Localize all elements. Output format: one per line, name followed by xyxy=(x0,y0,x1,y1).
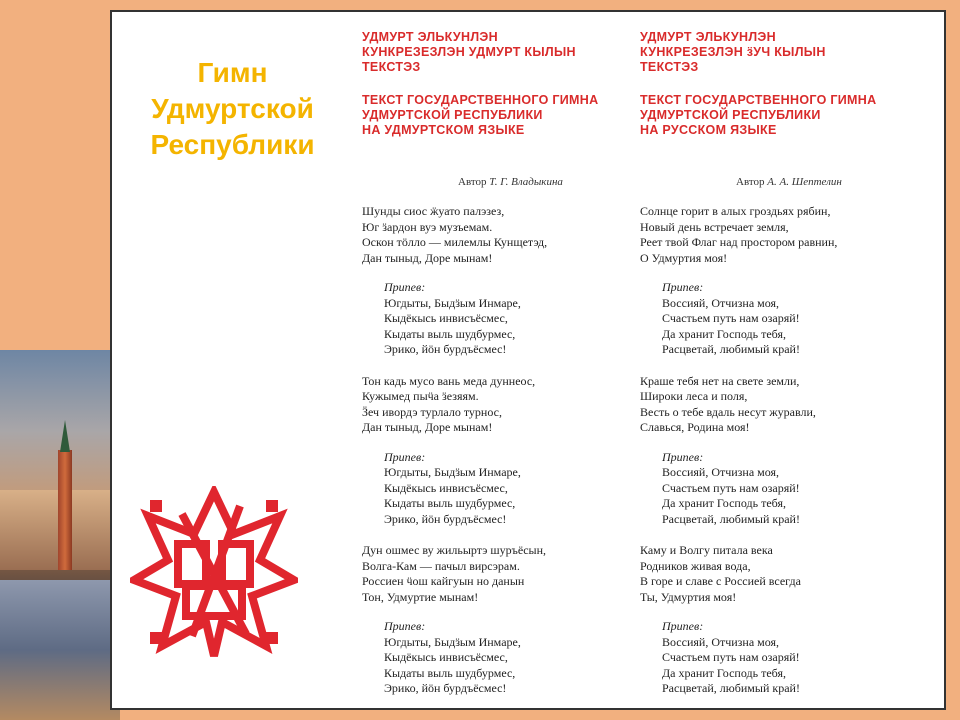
author-name: Т. Г. Владыкина xyxy=(489,176,563,188)
heading-russian xyxy=(640,93,910,138)
verse-line: Ӟеч ивордэ турлало турнос, xyxy=(362,404,502,419)
author-credit xyxy=(736,176,910,188)
verse-line: Югдыты, Быдӟым Инмаре, xyxy=(384,465,521,479)
verse-line: Реет твой Флаг над простором равнин, xyxy=(640,235,838,249)
udmurt-emblem-icon xyxy=(130,486,298,660)
verse-line: Весть о тебе вдаль несут журавли, xyxy=(640,404,816,419)
verse-line: Расцветай, любимый край! xyxy=(662,342,800,356)
verse-line: Да хранит Господь тебя, xyxy=(662,496,786,510)
verse-line: Юг ӟардон вуэ музъемам. xyxy=(362,219,493,234)
verse-line: Дан тыныд, Доре мынам! xyxy=(362,250,493,265)
author-name: А. А. Шептелин xyxy=(767,176,842,188)
verse-line: Ты, Удмуртия моя! xyxy=(640,589,737,604)
verse-line: Воссияй, Отчизна моя, xyxy=(662,295,780,310)
verse-line: Солнце горит в алых гроздьях рябин, xyxy=(640,204,831,218)
chorus-label: Припев: xyxy=(662,619,704,633)
verse-line: Кыдёкысь инвисъёсмес, xyxy=(384,650,508,664)
verse-line: Счастьем путь нам озаряй! xyxy=(662,311,800,325)
verse-line: Эрико, йӧн бурдъёсмес! xyxy=(384,681,507,695)
chorus-1 xyxy=(662,280,910,358)
verse-line: Да хранит Господь тебя, xyxy=(662,665,786,680)
verse-line: Югдыты, Быдӟым Инмаре, xyxy=(384,634,521,649)
verse-line: Широки леса и поля, xyxy=(640,389,748,403)
stanza-1 xyxy=(362,204,632,266)
verse-line: Россиен ӵош кайгуын но данын xyxy=(362,574,525,588)
chorus-2 xyxy=(662,450,910,528)
verse-line: Кыдаты выль шудбурмес, xyxy=(384,326,516,341)
chorus-3 xyxy=(384,619,632,697)
verse-line: Эрико, йӧн бурдъёсмес! xyxy=(384,342,507,356)
author-credit xyxy=(458,176,632,188)
chorus-2 xyxy=(384,450,632,528)
verse-line: Краше тебя нет на свете земли, xyxy=(640,373,800,388)
heading-line: ТЕКСТЭЗ xyxy=(640,60,699,74)
verse-line: Родников живая вода, xyxy=(640,558,751,573)
verse-line: Воссияй, Отчизна моя, xyxy=(662,465,780,479)
verse-line: Эрико, йӧн бурдъёсмес! xyxy=(384,511,507,526)
title-line: Республики xyxy=(150,129,315,160)
title-line: Удмуртской xyxy=(151,93,314,124)
heading-line: УДМУРТ ЭЛЬКУНЛЭН xyxy=(640,30,776,44)
heading-line: НА УДМУРТСКОМ ЯЗЫКЕ xyxy=(362,123,525,137)
heading-udmurt xyxy=(362,30,632,75)
heading-line: ТЕКСТЭЗ xyxy=(362,60,421,74)
russian-text-column xyxy=(640,30,910,697)
chorus-label: Припев: xyxy=(384,619,426,633)
author-prefix: Автор xyxy=(458,176,487,188)
heading-line: КУНКРЕЗЕЗЛЭН УДМУРТ КЫЛЫН xyxy=(362,45,576,59)
heading-line: УДМУРТ ЭЛЬКУНЛЭН xyxy=(362,30,498,44)
slide-title xyxy=(120,55,345,163)
heading-line: ТЕКСТ ГОСУДАРСТВЕННОГО ГИМНА xyxy=(362,93,599,107)
chorus-label: Припев: xyxy=(384,280,426,294)
background-photo xyxy=(0,350,120,720)
background-river xyxy=(0,580,120,720)
heading-udmurt xyxy=(640,30,910,75)
chorus-label: Припев: xyxy=(662,449,704,464)
stanza-1 xyxy=(640,204,910,266)
verse-line: Кыдёкысь инвисъёсмес, xyxy=(384,480,508,495)
verse-line: Счастьем путь нам озаряй! xyxy=(662,480,800,495)
verse-line: Тон кадь мусо вань меда дуннеос, xyxy=(362,373,536,388)
verse-line: Расцветай, любимый край! xyxy=(662,681,800,695)
verse-line: Кужымед пыӵа ӟезяям. xyxy=(362,389,479,403)
verse-line: Шунды сиос ӝуато палэзез, xyxy=(362,204,505,218)
verse-line: В горе и славе с Россией всегда xyxy=(640,574,801,588)
verse-line: Кыдаты выль шудбурмес, xyxy=(384,496,516,510)
chorus-label: Припев: xyxy=(384,449,426,464)
verse-line: Кыдаты выль шудбурмес, xyxy=(384,665,516,680)
verse-line: О Удмуртия моя! xyxy=(640,250,728,265)
stanza-2 xyxy=(640,374,910,436)
author-prefix: Автор xyxy=(736,176,765,188)
heading-line: ТЕКСТ ГОСУДАРСТВЕННОГО ГИМНА xyxy=(640,93,877,107)
verse-line: Новый день встречает земля, xyxy=(640,219,789,234)
heading-line: НА РУССКОМ ЯЗЫКЕ xyxy=(640,123,777,137)
verse-line: Воссияй, Отчизна моя, xyxy=(662,634,780,649)
background-spire xyxy=(60,420,70,452)
verse-line: Славься, Родина моя! xyxy=(640,420,750,434)
verse-line: Кыдёкысь инвисъёсмес, xyxy=(384,311,508,325)
verse-line: Дан тыныд, Доре мынам! xyxy=(362,420,493,434)
chorus-1 xyxy=(384,280,632,358)
heading-russian xyxy=(362,93,632,138)
stanza-2 xyxy=(362,374,632,436)
verse-line: Да хранит Господь тебя, xyxy=(662,326,786,341)
chorus-label: Припев: xyxy=(662,280,704,294)
verse-line: Счастьем путь нам озаряй! xyxy=(662,650,800,664)
verse-line: Оскон тӧлло — милемлы Кунщетэд, xyxy=(362,235,548,249)
stanza-3 xyxy=(362,543,632,605)
title-line: Гимн xyxy=(197,57,268,88)
heading-line: УДМУРТСКОЙ РЕСПУБЛИКИ xyxy=(362,108,543,122)
verse-line: Дун ошмес ву жильыртэ шуръёсын, xyxy=(362,543,547,557)
background-tower xyxy=(58,450,72,570)
udmurt-text-column xyxy=(362,30,632,697)
verse-line: Каму и Волгу питала века xyxy=(640,543,773,557)
verse-line: Тон, Удмуртие мынам! xyxy=(362,589,479,604)
stanza-3 xyxy=(640,543,910,605)
chorus-3 xyxy=(662,619,910,697)
verse-line: Расцветай, любимый край! xyxy=(662,511,800,526)
verse-line: Югдыты, Быдӟым Инмаре, xyxy=(384,295,521,310)
heading-line: УДМУРТСКОЙ РЕСПУБЛИКИ xyxy=(640,108,821,122)
heading-line: КУНКРЕЗЕЗЛЭН ӟУЧ КЫЛЫН xyxy=(640,45,826,59)
verse-line: Волга-Кам — пачыл вирсэрам. xyxy=(362,558,520,573)
